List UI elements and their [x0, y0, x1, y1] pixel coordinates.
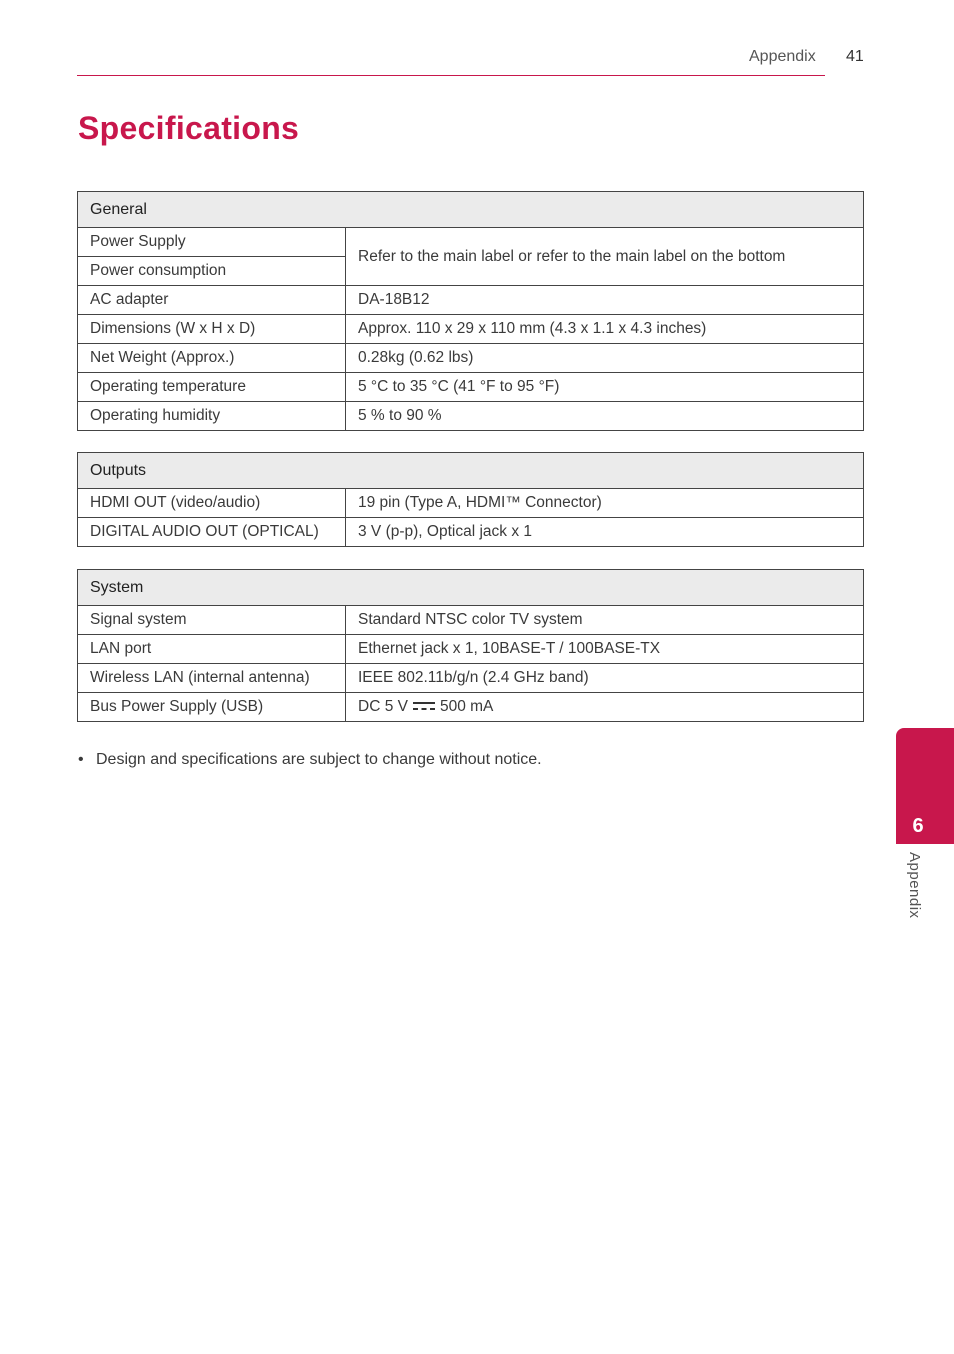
spec-label: Power Supply	[78, 228, 346, 257]
spec-value: 5 % to 90 %	[346, 402, 864, 431]
spec-value: DA-18B12	[346, 286, 864, 315]
table-row	[78, 344, 864, 373]
spec-value: Standard NTSC color TV system	[346, 606, 864, 635]
outputs-spec-table	[77, 452, 864, 547]
spec-value: Ethernet jack x 1, 10BASE-T / 100BASE-TX	[346, 635, 864, 664]
spec-label: Signal system	[78, 606, 346, 635]
table-row	[78, 693, 864, 722]
chapter-tab	[896, 728, 954, 844]
spec-label: Dimensions (W x H x D)	[78, 315, 346, 344]
header-page-number: 41	[846, 48, 864, 65]
spec-label: AC adapter	[78, 286, 346, 315]
note-text: Design and specifications are subject to change without notice.	[96, 751, 542, 768]
table-row	[78, 315, 864, 344]
spec-label: Power consumption	[78, 257, 346, 286]
table-row	[78, 518, 864, 547]
spec-value: 5 °C to 35 °C (41 °F to 95 °F)	[346, 373, 864, 402]
table-row	[78, 635, 864, 664]
spec-label: Bus Power Supply (USB)	[78, 693, 346, 722]
spec-label: HDMI OUT (video/audio)	[78, 489, 346, 518]
spec-value: 0.28kg (0.62 lbs)	[346, 344, 864, 373]
dc-symbol-icon	[413, 702, 435, 711]
note-bullet: •	[78, 751, 84, 768]
spec-value: Refer to the main label or refer to the main label on the bottom	[346, 228, 864, 286]
note	[78, 751, 542, 769]
chapter-number: 6	[912, 815, 924, 837]
spec-value: Approx. 110 x 29 x 110 mm (4.3 x 1.1 x 4.3 inches)	[346, 315, 864, 344]
chapter-label: Appendix	[906, 852, 923, 919]
spec-label: DIGITAL AUDIO OUT (OPTICAL)	[78, 518, 346, 547]
table-row	[78, 286, 864, 315]
table-row	[78, 489, 864, 518]
spec-value: 3 V (p-p), Optical jack x 1	[346, 518, 864, 547]
dc-voltage-text: DC 5 V	[358, 698, 408, 715]
outputs-heading: Outputs	[78, 453, 864, 489]
spec-label: LAN port	[78, 635, 346, 664]
spec-label: Wireless LAN (internal antenna)	[78, 664, 346, 693]
table-row	[78, 606, 864, 635]
dc-current-text: 500 mA	[439, 698, 494, 715]
spec-value: IEEE 802.11b/g/n (2.4 GHz band)	[346, 664, 864, 693]
general-spec-table	[77, 191, 864, 431]
spec-label: Operating humidity	[78, 402, 346, 431]
header-section-label: Appendix	[749, 48, 816, 65]
general-heading: General	[78, 192, 864, 228]
spec-value: 19 pin (Type A, HDMI™ Connector)	[346, 489, 864, 518]
table-row	[78, 402, 864, 431]
table-row	[78, 228, 864, 257]
system-heading: System	[78, 570, 864, 606]
spec-label: Net Weight (Approx.)	[78, 344, 346, 373]
table-row	[78, 664, 864, 693]
system-spec-table	[77, 569, 864, 722]
header-rule	[77, 75, 825, 76]
spec-value	[346, 693, 864, 722]
spec-label: Operating temperature	[78, 373, 346, 402]
page-title: Specifications	[78, 110, 300, 146]
table-row	[78, 373, 864, 402]
